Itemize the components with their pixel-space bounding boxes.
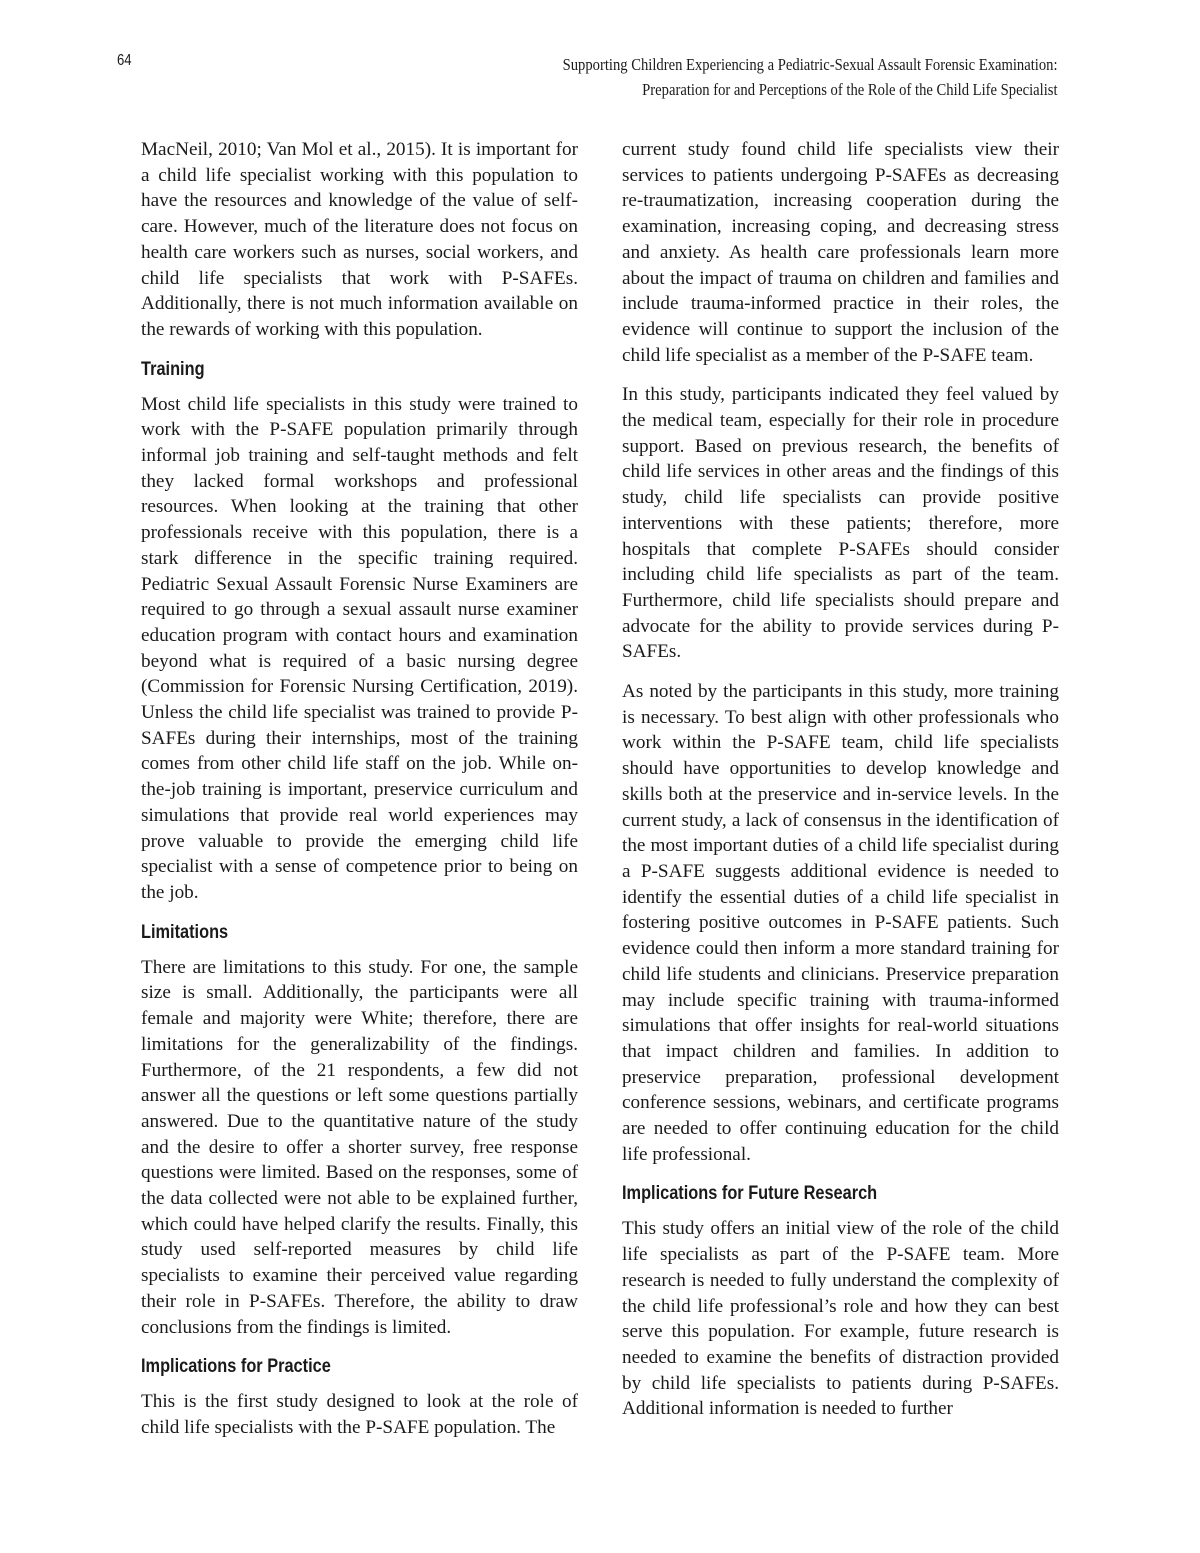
heading-implications-practice: Implications for Practice: [141, 1356, 331, 1378]
paragraph-valued-by-team: In this study, participants indicated they feel valued by the medical team, especially for their role in procedure support. Based on previous research, the benefits of child life services in other areas and the findings of this study, child life specialists can provide positive interventions with these patients; therefore, more hospitals that complete P-SAFEs should consider including child life specialists as part of the team. Furthermore, child life specialists should prepare and advocate for the ability to provide services during P-SAFEs.: [622, 384, 1059, 663]
heading-future-research: Implications for Future Research: [622, 1183, 878, 1205]
paragraph-study-findings: current study found child life specialists view their services to patients undergoing P-SAFEs as decreasing re-traumatization, increasing cooperation during the examination, increasing coping, and decreasing stress and anxiety. As health care professionals learn more about the impact of trauma on children and families and include trauma-informed practice in their roles, the evidence will continue to support the inclusion of the child life specialist as a member of the P-SAFE team.: [622, 139, 1059, 366]
left-column: [141, 137, 578, 1455]
running-header-line-2: Preparation for and Perceptions of the Role of the Child Life Specialist: [642, 80, 1058, 99]
right-column: [622, 137, 1059, 1436]
paragraph-training: Most child life specialists in this study were trained to work with the P-SAFE population primarily through informal job training and self-taught methods and felt they lacked formal workshops and professional resources. When looking at the training that other professionals receive with this population, there is a stark difference in the specific training required. Pediatric Sexual Assault Forensic Nurse Examiners are required to go through a sexual assault nurse examiner education program with contact hours and examination beyond what is required of a basic nursing degree (Commission for Forensic Nursing Certification, 2019). Unless the child life specialist was trained to provide P-SAFEs during their internships, most of the training comes from other child life staff on the job. While on-the-job training is important, preservice curriculum and simulations that provide real world experiences may prove valuable to provide the emerging child life specialist with a sense of competence prior to being on the job.: [141, 393, 578, 903]
paragraph-limitations: There are limitations to this study. For one, the sample size is small. Additionally, the participants were all female and majority were White; therefore, there are limitations for the generalizability of the findings. Furthermore, of the 21 respondents, a few did not answer all the questions or left some questions partially answered. Due to the quantitative nature of the study and the desire to offer a shorter survey, free response questions were limited. Based on the responses, some of the data collected were not able to be explained further, which could have helped clarify the results. Finally, this study used self-reported measures by child life specialists to examine their perceived value regarding their role in P-SAFEs. Therefore, the ability to draw conclusions from the findings is limited.: [141, 956, 578, 1338]
paragraph-future-research: This study offers an initial view of the role of the child life specialists as part of the P-SAFE team. More research is needed to fully understand the complexity of the child life professional’s role and how they can best serve this population. For example, future research is needed to examine the benefits of distraction provided by child life specialists to patients during P-SAFEs. Additional information is needed to further: [622, 1218, 1059, 1420]
heading-training: Training: [141, 358, 205, 380]
paragraph-implications-practice: This is the first study designed to look at the role of child life specialists with the P-SAFE population. The: [141, 1391, 578, 1438]
paragraph-self-care: MacNeil, 2010; Van Mol et al., 2015). It is important for a child life specialist working with this population to have the resources and knowledge of the value of self-care. However, much of the literature does not focus on health care workers such as nurses, social workers, and child life specialists that work with P-SAFEs. Additionally, there is not much information available on the rewards of working with this population.: [141, 139, 578, 340]
running-header-line-1: Supporting Children Experiencing a Pediatric-Sexual Assault Forensic Examination:: [563, 55, 1058, 74]
running-header: [563, 52, 1058, 102]
paragraph-training-necessary: As noted by the participants in this study, more training is necessary. To best align with other professionals who work within the P-SAFE team, child life specialists should have opportunities to develop knowledge and skills both at the preservice and in-service levels. In the current study, a lack of consensus in the identification of the most important duties of a child life specialist during a P-SAFE suggests additional evidence is needed to identify the essential duties of a child life specialist in fostering positive outcomes in P-SAFE patients. Such evidence could then inform a more standard training for child life students and clinicians. Preservice preparation may include specific training with trauma-informed simulations that offer insights for real-world situations that impact children and families. In addition to preservice preparation, professional development conference sessions, webinars, and certificate programs are needed to offer continuing education for the child life professional.: [622, 681, 1059, 1165]
heading-limitations: Limitations: [141, 921, 229, 943]
page-number: 64: [117, 52, 132, 69]
